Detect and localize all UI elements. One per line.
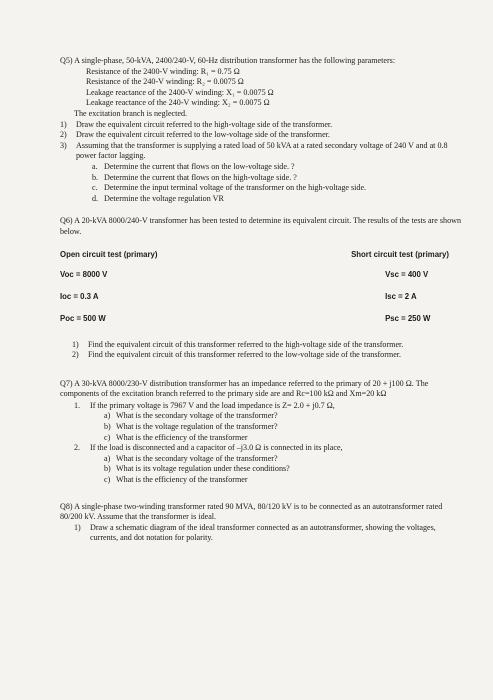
test-results	[60, 250, 463, 336]
item-text: What is its voltage regulation under these conditions?	[116, 464, 290, 474]
short-circuit-current: Isc = 2 A	[385, 291, 417, 301]
item-number: a)	[104, 411, 111, 421]
open-circuit-current: Ioc = 0.3 A	[60, 291, 99, 301]
list-item	[104, 433, 463, 444]
item-number: 2)	[72, 350, 79, 360]
item-text: Determine the input terminal voltage of the transformer on the high-voltage side.	[104, 183, 367, 193]
item-number: 2)	[60, 130, 67, 140]
item-number: d.	[92, 193, 99, 203]
list-item	[104, 464, 463, 475]
item-number: c.	[92, 183, 98, 193]
q5-param: Leakage reactance of the 240-V winding: X₂ = 0.0075 Ω	[86, 98, 270, 108]
item-text: What is the secondary voltage of the transformer?	[116, 453, 278, 463]
list-item	[74, 401, 463, 443]
question-5	[60, 56, 463, 204]
short-circuit-test	[351, 250, 463, 336]
item-text: Draw the equivalent circuit referred to the high-voltage side of the transformer.	[76, 119, 333, 129]
list-item	[92, 183, 463, 194]
q7-subitems-2	[90, 454, 463, 486]
list-item	[72, 340, 463, 351]
q5-items	[60, 120, 463, 205]
q7-intro: Q7) A 30-kVA 8000/230-V distribution transformer has an impedance referred to the primary of 20 + j100 Ω. The components of the excitation branch referred to the primary side are and Rc=100 kΩ and Xm=20 kΩ	[60, 378, 429, 399]
item-text: If the load is disconnected and a capacitor of –j3.0 Ω is connected in its place,	[90, 443, 343, 453]
item-text: Assuming that the transformer is supplying a rated load of 50 kVA at a rated secondary voltage of 240 V and at 0.8 power factor lagging.	[76, 140, 448, 161]
question-8	[60, 502, 463, 544]
list-item	[72, 350, 463, 361]
item-text: What is the secondary voltage of the transformer?	[116, 411, 278, 421]
item-number: 1)	[72, 339, 79, 349]
q7-items	[60, 401, 463, 486]
item-number: 1)	[60, 119, 67, 129]
list-item	[60, 130, 463, 141]
list-item	[104, 422, 463, 433]
item-number: c)	[104, 475, 111, 485]
list-item	[74, 443, 463, 485]
item-number: c)	[104, 432, 111, 442]
q5-param: Resistance of the 240-V winding: R₂ = 0.0075 Ω	[86, 77, 244, 87]
item-text: Determine the current that flows on the low-voltage side. ?	[104, 161, 295, 171]
list-item	[74, 523, 463, 544]
q8-intro: Q8) A single-phase two-winding transformer rated 90 MVA, 80/120 kV is to be connected as an autotransformer rated 80/200 kV. Assume that the transformer is ideal.	[60, 501, 443, 522]
q7-subitems-1	[90, 411, 463, 443]
list-item	[60, 141, 463, 205]
short-circuit-heading: Short circuit test (primary)	[351, 249, 449, 259]
item-text: What is the voltage regulation of the transformer?	[116, 422, 278, 432]
question-6	[60, 216, 463, 360]
list-item	[104, 454, 463, 465]
list-item	[92, 194, 463, 205]
q5-intro: Q5) A single-phase, 50-kVA, 2400/240-V, 60-Hz distribution transformer has the following parameters:	[60, 56, 396, 65]
q6-items	[60, 340, 463, 361]
item-text: What is the efficiency of the transformer	[116, 432, 248, 442]
q6-intro: Q6) A 20-kVA 8000/240-V transformer has been tested to determine its equivalent circuit. The results of the tests are shown below.	[60, 216, 462, 236]
item-text: Draw the equivalent circuit referred to the low-voltage side of the transformer.	[76, 130, 330, 140]
item-text: Determine the voltage regulation VR	[104, 193, 224, 203]
q5-subitems	[76, 162, 463, 204]
open-circuit-heading: Open circuit test (primary)	[60, 249, 158, 259]
q5-note: The excitation branch is neglected.	[74, 108, 188, 118]
item-number: b.	[92, 172, 99, 182]
short-circuit-voltage: Vsc = 400 V	[385, 269, 429, 279]
item-number: 1)	[74, 522, 81, 532]
question-7	[60, 379, 463, 486]
item-text: Draw a schematic diagram of the ideal transformer connected as an autotransformer, showing the voltages, currents, and dot notation for polarity.	[90, 522, 436, 543]
item-number: b)	[104, 422, 111, 432]
list-item	[92, 173, 463, 184]
item-text: Find the equivalent circuit of this transformer referred to the high-voltage side of the transformer.	[88, 339, 404, 349]
item-text: Determine the current that flows on the high-voltage side. ?	[104, 172, 297, 182]
open-circuit-test	[60, 250, 157, 336]
item-number: a.	[92, 161, 98, 171]
item-number: b)	[104, 464, 111, 474]
item-number: 3)	[60, 140, 67, 150]
list-item	[92, 162, 463, 173]
item-number: a)	[104, 453, 111, 463]
open-circuit-voltage: Voc = 8000 V	[60, 269, 108, 279]
item-number: 1.	[74, 400, 81, 410]
q5-parameters	[60, 67, 463, 109]
q5-param: Leakage reactance of the 2400-V winding: X₁ = 0.0075 Ω	[86, 87, 274, 97]
item-text: Find the equivalent circuit of this transformer referred to the low-voltage side of the transformer.	[88, 350, 402, 360]
list-item	[60, 120, 463, 131]
open-circuit-power: Poc = 500 W	[60, 313, 106, 323]
item-text: If the primary voltage is 7967 V and the load impedance is Z= 2.0 + j0.7 Ω,	[90, 400, 335, 410]
item-number: 2.	[74, 443, 81, 453]
short-circuit-power: Psc = 250 W	[385, 313, 431, 323]
list-item	[104, 475, 463, 486]
item-text: What is the efficiency of the transformer	[116, 475, 248, 485]
list-item	[104, 411, 463, 422]
q8-items	[60, 523, 463, 544]
q5-param: Resistance of the 2400-V winding: R₁ = 0.75 Ω	[86, 66, 240, 76]
